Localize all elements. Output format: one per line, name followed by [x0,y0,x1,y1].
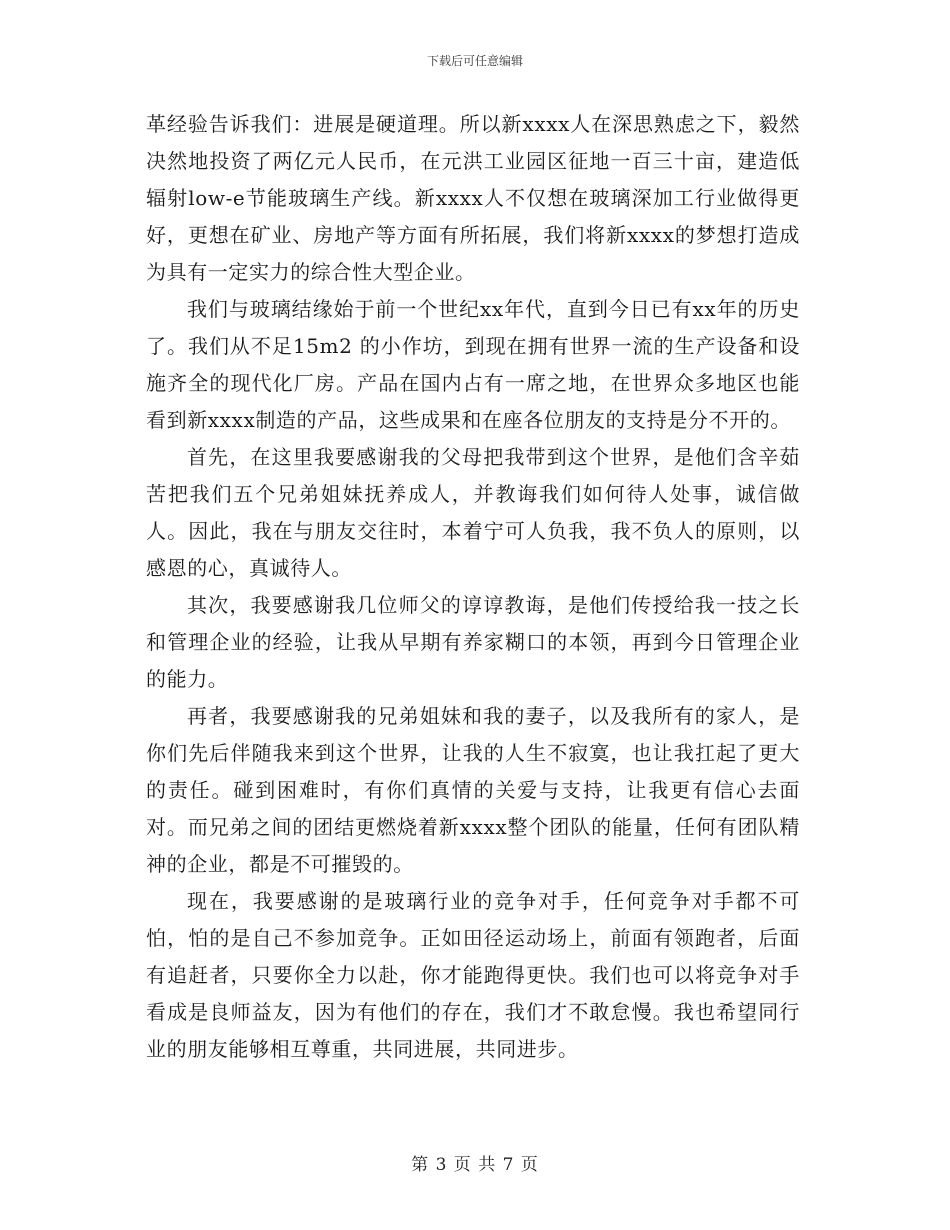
paragraph-history: 我们与玻璃结缘始于前一个世纪xx年代，直到今日已有xx年的历史了。我们从不足15m2 的小作坊，到现在拥有世界一流的生产设备和设施齐全的现代化厂房。产品在国内占有一席之地，在世界众多地区也能看到新xxxx制造的产品，这些成果和在座各位朋友的支持是分不开的。 [146,297,800,432]
paragraph-continued: 革经验告诉我们：进展是硬道理。所以新xxxx人在深思熟虑之下，毅然决然地投资了两亿元人民币，在元洪工业园区征地一百三十亩，建造低辐射low-e节能玻璃生产线。新xxxx人不仅想在玻璃深加工行业做得更好，更想在矿业、房地产等方面有所拓展，我们将新xxxx的梦想打造成为具有一定实力的综合性大型企业。 [146,112,800,284]
paragraph-thanks-competitors: 现在，我要感谢的是玻璃行业的竞争对手，任何竞争对手都不可怕，怕的是自己不参加竞争。正如田径运动场上，前面有领跑者，后面有追赶者，只要你全力以赴，你才能跑得更快。我们也可以将竞争对手看成是良师益友，因为有他们的存在，我们才不敢怠慢。我也希望同行业的朋友能够相互尊重，共同进展，共同进步。 [146,889,800,1061]
page-number: 第 3 页 共 7 页 [411,1155,539,1175]
paragraph-thanks-family: 再者，我要感谢我的兄弟姐妹和我的妻子，以及我所有的家人，是你们先后伴随我来到这个世界，让我的人生不寂寞，也让我扛起了更大的责任。碰到困难时，有你们真情的关爱与支持，让我更有信心去面对。而兄弟之间的团结更燃烧着新xxxx整个团队的能量，任何有团队精神的企业，都是不可摧毁的。 [146,704,800,876]
page-header: 下载后可任意编辑 [426,54,523,68]
paragraph-thanks-mentors: 其次，我要感谢我几位师父的谆谆教诲，是他们传授给我一技之长和管理企业的经验，让我从早期有养家糊口的本领，再到今日管理企业的能力。 [146,593,800,691]
document-body [146,106,800,1068]
paragraph-thanks-parents: 首先，在这里我要感谢我的父母把我带到这个世界，是他们含辛茹苦把我们五个兄弟姐妹抚养成人，并教诲我们如何待人处事，诚信做人。因此，我在与朋友交往时，本着宁可人负我，我不负人的原则，以感恩的心，真诚待人。 [146,445,800,580]
